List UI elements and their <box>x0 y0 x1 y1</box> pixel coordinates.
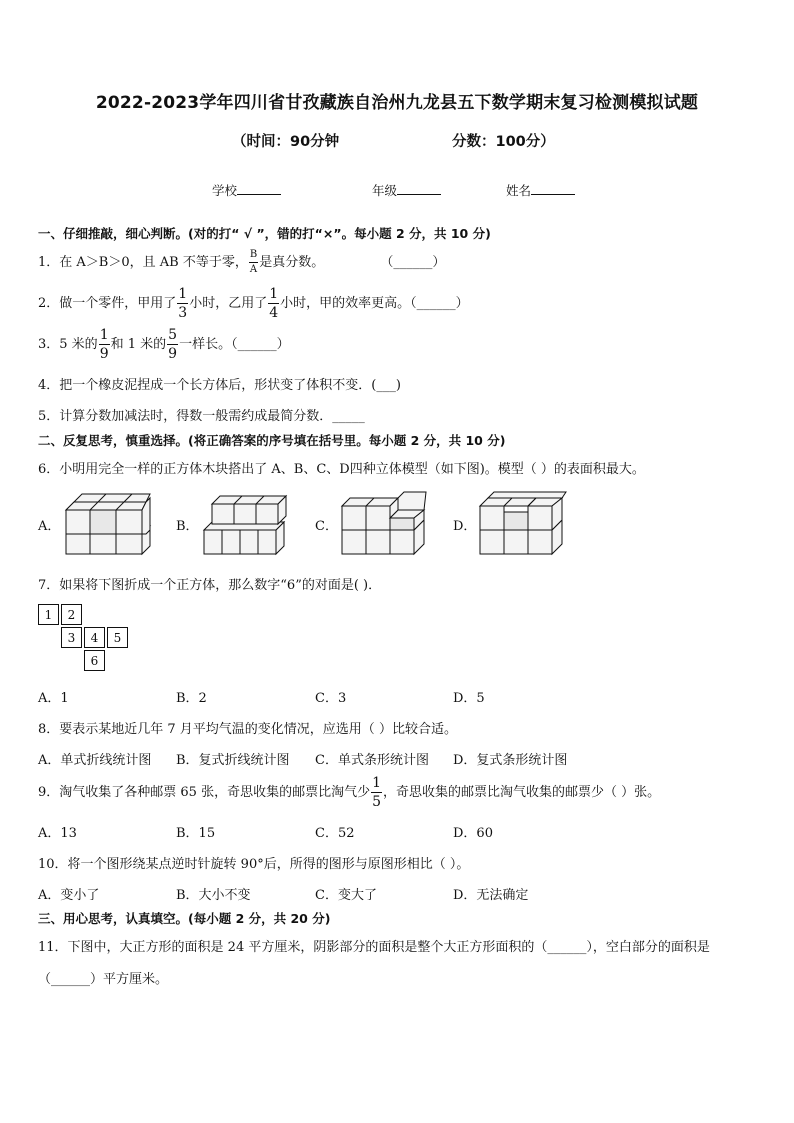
net-cell-3: 3 <box>61 627 82 648</box>
q3-f2-num: 5 <box>168 327 178 343</box>
question-2 <box>38 287 469 320</box>
q2-f2-num: 1 <box>269 286 279 302</box>
grade-blank[interactable] <box>397 182 441 195</box>
q6-option-c-label[interactable]: C． <box>315 519 338 534</box>
q1-den: A <box>249 264 258 275</box>
question-6: 6．小明用完全一样的正方体木块搭出了 A、B、C、D四种立体模型（如下图)。模型（ ）的表面积最大。 <box>38 462 645 477</box>
net-cell-4: 4 <box>84 627 105 648</box>
section3-heading: 三、用心思考，认真填空。(每小题 2 分，共 20 分) <box>38 911 331 926</box>
q1-tail: 是真分数。 <box>259 255 325 270</box>
name-label: 姓名 <box>506 183 532 198</box>
net-cell-6: 6 <box>84 650 105 671</box>
question-8: 8．要表示某地近几年 7 月平均气温的变化情况，应选用（ ）比较合适。 <box>38 722 457 737</box>
school-blank[interactable] <box>237 182 281 195</box>
exam-time: （时间：90分钟 <box>232 134 340 150</box>
q3-tail[interactable]: 一样长。（______） <box>179 337 290 352</box>
question-11-line1[interactable]: 11．下图中，大正方形的面积是 24 平方厘米，阴影部分的面积是整个大正方形面积的（______），空白部分的面积是 <box>38 940 710 955</box>
q1-num: B <box>249 250 258 263</box>
q10-option-a[interactable]: A．变小了 <box>38 888 100 903</box>
q9-option-b[interactable]: B．15 <box>176 826 216 841</box>
q6-option-a-label[interactable]: A． <box>38 519 61 534</box>
q8-option-d[interactable]: D．复式条形统计图 <box>453 753 568 768</box>
question-10: 10．将一个图形绕某点逆时针旋转 90°后，所得的图形与原图形相比（ ）。 <box>38 857 470 872</box>
question-9 <box>38 776 660 809</box>
q10-option-c[interactable]: C．变大了 <box>315 888 377 903</box>
question-11-line2[interactable]: （______）平方厘米。 <box>38 972 169 987</box>
q2-tail[interactable]: 小时，甲的效率更高。（______） <box>280 296 469 311</box>
section1-heading: 一、仔细推敲，细心判断。(对的打“ √ ”，错的打“×”。每小题 2 分，共 10 分) <box>38 226 491 241</box>
cube-model-a <box>62 490 154 556</box>
q1-fraction <box>249 250 258 275</box>
net-cell-5: 5 <box>107 627 128 648</box>
q9-den: 5 <box>372 794 381 810</box>
q7-option-b[interactable]: B．2 <box>176 691 207 706</box>
name-blank[interactable] <box>531 182 575 195</box>
q9-option-a[interactable]: A．13 <box>38 826 77 841</box>
q6-option-d-label[interactable]: D． <box>453 519 477 534</box>
question-1 <box>38 250 445 275</box>
q7-option-d[interactable]: D．5 <box>453 691 485 706</box>
net-cell-2: 2 <box>61 604 82 625</box>
q3-fraction-1 <box>99 328 110 361</box>
q10-option-d[interactable]: D．无法确定 <box>453 888 529 903</box>
q2-f1-num: 1 <box>178 286 188 302</box>
q7-option-c[interactable]: C．3 <box>315 691 347 706</box>
q7-option-a[interactable]: A．1 <box>38 691 69 706</box>
cube-model-c <box>338 490 432 556</box>
q9-fraction <box>371 776 382 809</box>
page-title: 2022-2023学年四川省甘孜藏族自治州九龙县五下数学期末复习检测模拟试题 <box>95 93 699 113</box>
q9-num: 1 <box>372 775 381 791</box>
school-label: 学校 <box>212 183 238 198</box>
q3-text: 3．5 米的 <box>38 337 98 352</box>
cube-model-d <box>476 490 570 556</box>
net-cell-1: 1 <box>38 604 59 625</box>
section2-heading: 二、反复思考，慎重选择。(将正确答案的序号填在括号里。每小题 2 分，共 10 分) <box>38 433 506 448</box>
question-4[interactable]: 4．把一个橡皮泥捏成一个长方体后，形状变了体积不变．(___) <box>38 378 401 393</box>
school-field <box>212 181 281 199</box>
grade-field <box>372 181 441 199</box>
q2-text: 2．做一个零件，甲用了 <box>38 296 177 311</box>
q6-option-b-label[interactable]: B． <box>176 519 199 534</box>
q2-mid: 小时，乙用了 <box>189 296 268 311</box>
question-7: 7．如果将下图折成一个正方体，那么数字“6”的对面是( )． <box>38 578 382 593</box>
q1-blank[interactable]: （______） <box>380 255 446 270</box>
name-field <box>506 181 575 199</box>
q3-f1-num: 1 <box>99 327 109 343</box>
q3-mid: 和 1 米的 <box>110 337 167 352</box>
q9-option-d[interactable]: D．60 <box>453 826 493 841</box>
q2-f1-den: 3 <box>178 305 188 321</box>
q9-option-c[interactable]: C．52 <box>315 826 355 841</box>
q2-fraction-1 <box>177 287 188 320</box>
q3-f1-den: 9 <box>99 346 109 362</box>
q8-option-a[interactable]: A．单式折线统计图 <box>38 753 152 768</box>
q10-option-b[interactable]: B．大小不变 <box>176 888 251 903</box>
q2-f2-den: 4 <box>269 305 279 321</box>
q2-fraction-2 <box>268 287 279 320</box>
q3-f2-den: 9 <box>168 346 178 362</box>
question-5[interactable]: 5．计算分数加减法时，得数一般需约成最简分数．_____ <box>38 409 365 424</box>
q9-tail: ，奇思收集的邮票比淘气收集的邮票少（ ）张。 <box>383 785 661 800</box>
grade-label: 年级 <box>372 183 398 198</box>
cube-model-b <box>200 490 292 556</box>
q9-text: 9．淘气收集了各种邮票 65 张，奇思收集的邮票比淘气少 <box>38 785 371 800</box>
q8-option-b[interactable]: B．复式折线统计图 <box>176 753 290 768</box>
q8-option-c[interactable]: C．单式条形统计图 <box>315 753 429 768</box>
q3-fraction-2 <box>167 328 178 361</box>
exam-score: 分数：100分） <box>452 134 555 150</box>
q1-text: 1．在 A＞B＞0，且 AB 不等于零， <box>38 255 248 270</box>
question-3 <box>38 328 290 361</box>
